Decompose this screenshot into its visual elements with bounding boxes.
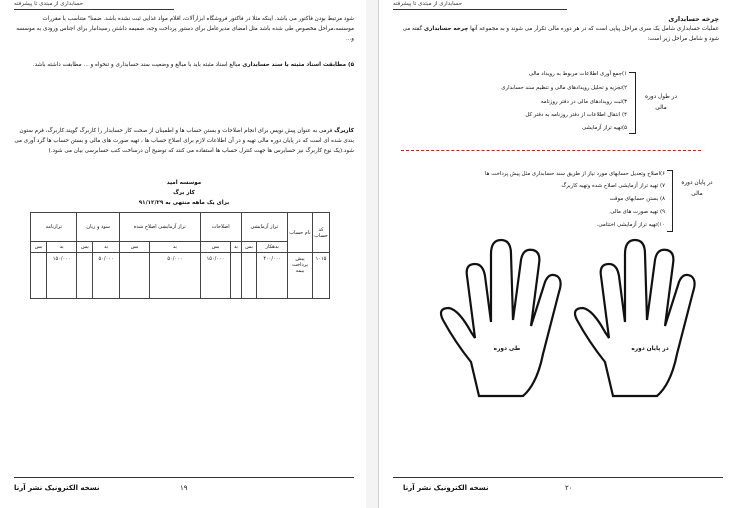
sub-bed: بد xyxy=(150,242,201,253)
page-number: ۱۹ xyxy=(180,484,188,492)
cell-adjusted-debit: ۵۰/۰۰۰ xyxy=(150,253,201,299)
list-item: ۲)تجزیه و تحلیل رویدادهای مالی و تنظیم سند حسابداری xyxy=(501,85,627,91)
list-item: ۳)ثبت رویدادهای مالی در دفتر روزنامه xyxy=(540,99,627,105)
sub-bes: بس xyxy=(119,242,149,253)
cell-code: ۱۰۱۵ xyxy=(313,253,330,299)
col-adjusted: تراز آزمایشی اصلاح شده xyxy=(119,213,200,242)
right-hand-label: در پایان دوره xyxy=(631,346,669,352)
left-hand-label: طی دوره xyxy=(493,346,521,352)
sub-bes: بس xyxy=(31,242,47,253)
section-text-bold: چرخه حسابداری xyxy=(423,26,469,32)
sub-debtor: بدهکار xyxy=(257,242,288,253)
list-item: ۵)تهیه تراز آزمایشی xyxy=(582,125,627,131)
bracket-during xyxy=(629,72,636,134)
company-name: موسسه امید xyxy=(166,180,202,186)
cell-adjust-credit: ۱۵۰/۰۰۰ xyxy=(200,253,231,299)
sheet-title: کار برگ xyxy=(173,190,195,196)
hands-diagram xyxy=(379,234,738,414)
sub-bed: بد xyxy=(93,242,120,253)
section-paragraph xyxy=(399,24,719,44)
section-divider xyxy=(401,150,701,151)
bracket-end xyxy=(667,170,673,232)
hand-right-icon xyxy=(575,240,695,396)
cell-name: پیش پرداخت بیمه xyxy=(288,253,313,299)
hand-left-icon xyxy=(441,240,561,396)
list-item: ۶)اصلاح وتعدیل حسابهای مورد نیاز از طریق سند حسابداری مثل پیش پرداخت ها xyxy=(485,171,665,177)
page-19 xyxy=(0,0,367,508)
col-code: کد حساب xyxy=(313,213,330,253)
cell-bs-credit xyxy=(31,253,47,299)
list-item: ۴) انتقال اطلاعات از دفتر روزنامه به دفتر کل xyxy=(525,112,627,118)
footer-publisher: نسخه الکترونیک نشر آرنا xyxy=(14,484,100,492)
col-pl: سود و زیان xyxy=(77,213,119,242)
running-head: حسابداری از مبتدی تا پیشرفته xyxy=(393,0,567,10)
list-item: ۱۰)تهیه تراز آزمایشی اختتامی. xyxy=(596,222,665,228)
list-item: ۸) بستن حسابهای موقت xyxy=(609,196,665,202)
list-item: ۱)جمع آوری اطلاعات مربوط به رویداد مالی xyxy=(528,71,627,77)
sub-bes: بس xyxy=(77,242,93,253)
section-text: عملیات حسابداری شامل یک سری مراحل پیاپی است که در هر دوره مالی تکرار می شوند و به مجموعه آنها xyxy=(470,26,719,32)
table-row xyxy=(31,253,330,299)
cell-bs-debit: ۱۵۰/۰۰۰ xyxy=(46,253,77,299)
sub-bed: بد xyxy=(46,242,77,253)
section-title: چرخه حسابداری xyxy=(668,15,719,23)
col-name: نام حساب xyxy=(288,213,313,253)
cell-trial-debit: ۴۰۰/۰۰۰ xyxy=(257,253,288,299)
cell-pl-credit xyxy=(77,253,93,299)
cell-adjust-debit xyxy=(231,253,241,299)
item5-paragraph xyxy=(14,60,354,70)
running-head: حسابداری از مبتدی تا پیشرفته xyxy=(14,0,174,10)
sub-bes: بس xyxy=(200,242,231,253)
section-text-tail: گفته می شود و شامل مراحل زیر است: xyxy=(402,26,719,42)
worksheet-table xyxy=(30,212,330,299)
footer-rule xyxy=(14,477,354,478)
page-gutter xyxy=(366,0,378,508)
cell-pl-debit: ۵۰/۰۰۰ xyxy=(93,253,120,299)
footer-rule xyxy=(393,477,723,478)
cell-adjusted-credit xyxy=(119,253,149,299)
item5-text: مبالغ اسناد مثبته باید با مبالغ و وضعیت سند حسابداری و تنخواه و ... مطابقت داشته باشد. xyxy=(32,62,241,68)
page-number: ۲۰ xyxy=(565,484,573,492)
end-period-label: در پایان دوره مالی xyxy=(681,180,713,197)
footer-publisher: نسخه الکترونیک نشر آرنا xyxy=(403,484,489,492)
col-bs: ترازنامه xyxy=(31,213,77,242)
during-period-label: در طول دوره مالی xyxy=(644,94,678,111)
list-item: ۹) تهیه صورت های مالی xyxy=(610,209,665,215)
intro-paragraph: شود مرتبط بودن فاکتور می باشد. اینکه مثلا در فاکتور فروشگاه ابزارآلات، اقلام مواد غذایی ثبت نشده باشد. ضمنا" متناسب با مقررات موسسه،مراحل مخصوص طی شده باشد مثل امضای مدیرعامل برای دستور پرداخت وجه، ضمیمه داشتن رسیدانبار برای اجناس ورودی به موسسه و... xyxy=(16,16,354,42)
worksheet-term: کاربرگ xyxy=(334,128,354,134)
page-20 xyxy=(378,0,738,508)
col-trial: تراز آزمایشی xyxy=(241,213,287,242)
worksheet-paragraph xyxy=(14,126,354,156)
list-item: ۷) تهیه تراز آزمایشی اصلاح شده وتهیه کاربرگ xyxy=(561,183,665,189)
sheet-period: برای یک ماهه منتهی به ۹۱/۱۲/۲۹ xyxy=(138,200,230,206)
cell-trial-credit xyxy=(241,253,257,299)
item5-label: ۵) مطابقت اسناد مثبته با سند حسابداری xyxy=(242,62,354,68)
sub-creditor: بس xyxy=(241,242,257,253)
worksheet-text: فرمی به عنوان پیش نویس برای انجام اصلاحات و بستن حساب ها و اطمینان از صحت کار حسابدار را کاربرگ گویند.کاربرگ، فرم ستون بندی شده ای است که در پایان دوره مالی تهیه و در آن اطلاعات لازم برای اصلاح حساب ها ، تهیه صورت های مالی و بستن حساب ها گرد آوری می شود.(یک نوع کاربرگ نیز حسابرس ها جهت کنترل حساب ها استفاده می کنند که توضیح آن درساخت کتب حسابرسی بیان می شود.) xyxy=(14,128,354,154)
sub-bed: بد xyxy=(231,242,241,253)
col-adjust: اصلاحات xyxy=(200,213,241,242)
